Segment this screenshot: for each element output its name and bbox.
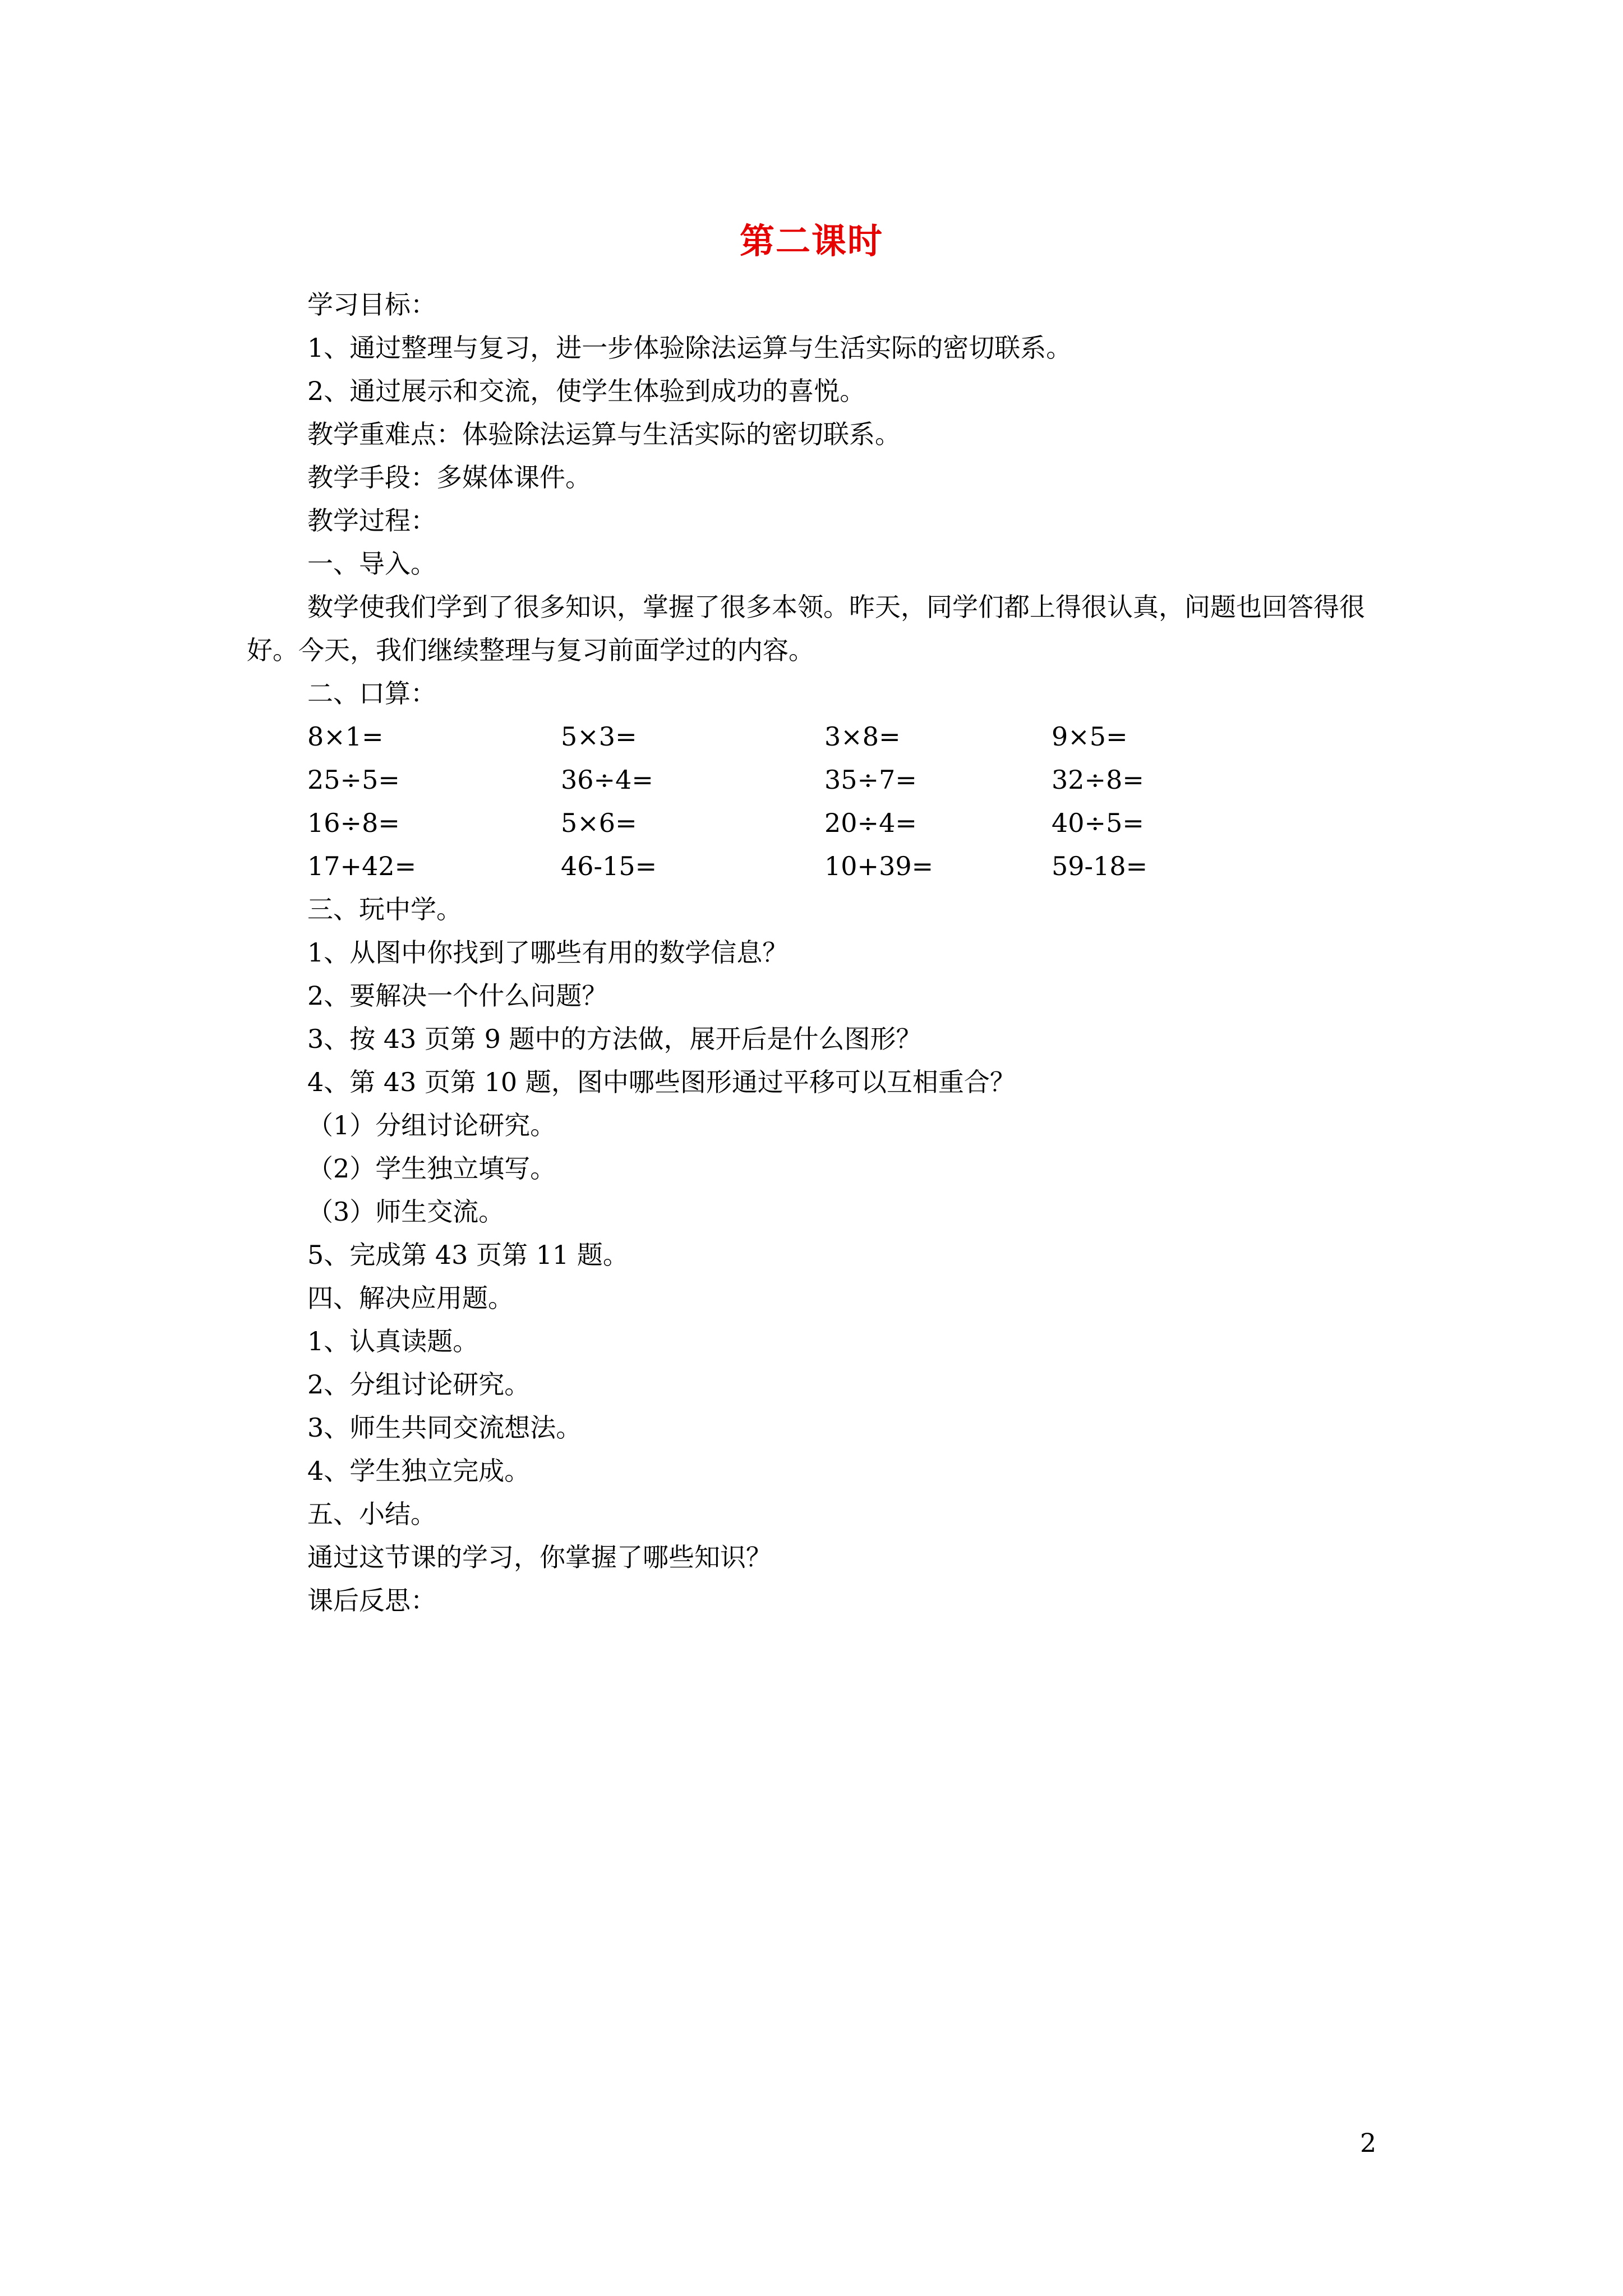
text-line: 4、第 43 页第 10 题，图中哪些图形通过平移可以互相重合？ bbox=[307, 1067, 1016, 1097]
calc-expression: 10+39= bbox=[824, 851, 934, 881]
text-line: 1、认真读题。 bbox=[307, 1326, 479, 1356]
document-body bbox=[247, 283, 1396, 1622]
calc-row bbox=[247, 845, 1396, 888]
calc-row bbox=[247, 758, 1396, 802]
calc-expression: 32÷8= bbox=[1052, 765, 1144, 795]
calc-expression: 59-18= bbox=[1052, 851, 1148, 881]
text-line: 2、分组讨论研究。 bbox=[307, 1369, 531, 1400]
text-line: 教学过程： bbox=[307, 505, 436, 536]
calc-expression: 35÷7= bbox=[824, 765, 917, 795]
text-line: 2、要解决一个什么问题？ bbox=[307, 981, 608, 1011]
calc-row bbox=[247, 802, 1396, 845]
text-line: （3）师生交流。 bbox=[307, 1197, 505, 1227]
intro-paragraph: 数学使我们学到了很多知识，掌握了很多本领。昨天，同学们都上得很认真，问题也回答得很好。今天，我们继续整理与复习前面学过的内容。 bbox=[247, 592, 1365, 665]
text-line: 课后反思： bbox=[307, 1585, 436, 1616]
calc-expression: 8×1= bbox=[307, 721, 384, 752]
text-line: 3、按 43 页第 9 题中的方法做，展开后是什么图形？ bbox=[307, 1024, 922, 1054]
text-line: 5、完成第 43 页第 11 题。 bbox=[307, 1240, 629, 1270]
page-title: 第二课时 bbox=[739, 220, 883, 261]
oral-calc-grid bbox=[247, 715, 1396, 888]
calc-expression: 17+42= bbox=[307, 851, 417, 881]
calc-expression: 16÷8= bbox=[307, 808, 400, 838]
text-line: 四、解决应用题。 bbox=[307, 1283, 514, 1313]
calc-expression: 5×3= bbox=[561, 721, 637, 752]
text-line: 学习目标： bbox=[307, 289, 436, 320]
text-line: 通过这节课的学习，你掌握了哪些知识？ bbox=[307, 1542, 772, 1572]
calc-expression: 40÷5= bbox=[1052, 808, 1144, 838]
text-line: 4、学生独立完成。 bbox=[307, 1456, 531, 1486]
text-line: 1、从图中你找到了哪些有用的数学信息？ bbox=[307, 937, 789, 968]
text-line: 3、师生共同交流想法。 bbox=[307, 1412, 582, 1443]
calc-expression: 46-15= bbox=[561, 851, 657, 881]
calc-expression: 9×5= bbox=[1052, 721, 1128, 752]
calc-expression: 5×6= bbox=[561, 808, 637, 838]
text-line: 教学手段：多媒体课件。 bbox=[307, 462, 591, 493]
text-line: （2）学生独立填写。 bbox=[307, 1153, 556, 1184]
text-line: 三、玩中学。 bbox=[307, 894, 462, 924]
calc-expression: 20÷4= bbox=[824, 808, 917, 838]
text-line: （1）分组讨论研究。 bbox=[307, 1110, 556, 1140]
process-section bbox=[247, 888, 1396, 1622]
calc-expression: 25÷5= bbox=[307, 765, 400, 795]
objectives-section bbox=[247, 283, 1396, 586]
text-line: 教学重难点：体验除法运算与生活实际的密切联系。 bbox=[307, 419, 901, 449]
text-line: 五、小结。 bbox=[307, 1499, 436, 1529]
calc-expression: 3×8= bbox=[824, 721, 901, 752]
text-line: 一、导入。 bbox=[307, 549, 436, 579]
text-line: 1、通过整理与复习，进一步体验除法运算与生活实际的密切联系。 bbox=[307, 333, 1072, 363]
page-number: 2 bbox=[1360, 2128, 1377, 2158]
calc-row bbox=[247, 715, 1396, 758]
oral-calc-heading: 二、口算： bbox=[307, 678, 436, 708]
text-line: 2、通过展示和交流，使学生体验到成功的喜悦。 bbox=[307, 376, 866, 406]
calc-expression: 36÷4= bbox=[561, 765, 653, 795]
